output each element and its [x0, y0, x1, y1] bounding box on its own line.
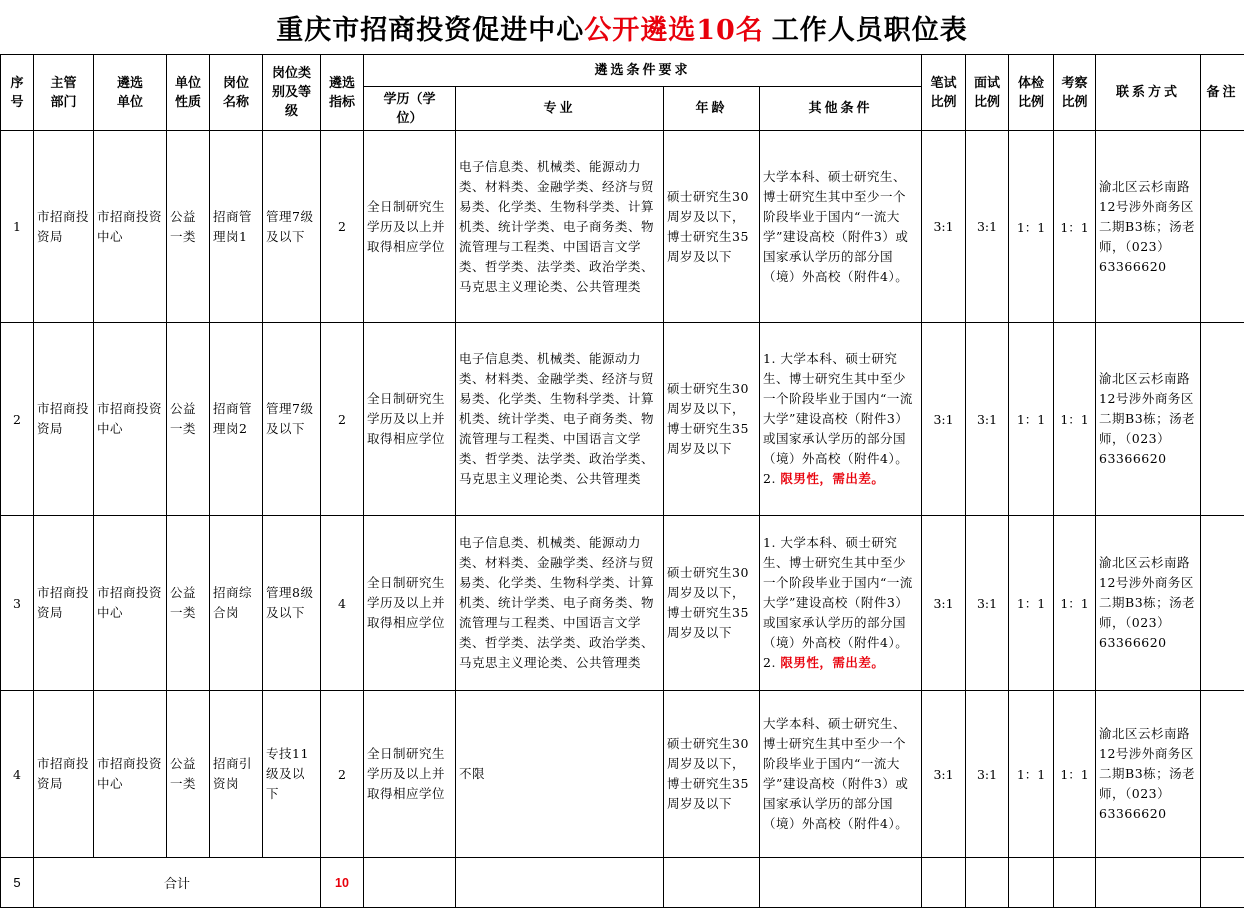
row-inspect: 1：1 [1054, 131, 1096, 323]
row-physical: 1：1 [1009, 691, 1054, 858]
table-row [1, 323, 1244, 516]
header-nature: 单位性质 [167, 55, 210, 131]
row-contact: 渝北区云杉南路12号涉外商务区二期B3栋；汤老师，（023）63366620 [1096, 516, 1201, 691]
row-physical: 1：1 [1009, 131, 1054, 323]
row-nature: 公益一类 [167, 131, 210, 323]
row-unit: 市招商投资中心 [94, 516, 167, 691]
row-quota: 4 [321, 516, 364, 691]
row-post: 招商管理岗2 [210, 323, 263, 516]
row-category: 专技11级及以下 [263, 691, 321, 858]
total-row [1, 858, 1244, 908]
row-written: 3:1 [922, 516, 966, 691]
row-unit: 市招商投资中心 [94, 323, 167, 516]
header-age: 年龄 [664, 87, 760, 131]
row-written: 3:1 [922, 691, 966, 858]
row-other: 1. 大学本科、硕士研究生、博士研究生其中至少一个阶段毕业于国内“一流大学”建设高校（附件3）或国家承认学历的部分国（境）外高校（附件4）。 2. 限男性，需出差。 [760, 323, 922, 516]
row-category: 管理7级及以下 [263, 323, 321, 516]
row-interview: 3:1 [966, 131, 1009, 323]
row-age: 硕士研究生30周岁及以下，博士研究生35周岁及以下 [664, 691, 760, 858]
row-education: 全日制研究生学历及以上并取得相应学位 [364, 131, 456, 323]
table-row [1, 516, 1244, 691]
header-conditions: 遴选条件要求 [364, 55, 922, 87]
row-other: 1. 大学本科、硕士研究生、博士研究生其中至少一个阶段毕业于国内“一流大学”建设高校（附件3）或国家承认学历的部分国（境）外高校（附件4）。 2. 限男性，需出差。 [760, 516, 922, 691]
title-highlight: 公开遴选10名 [584, 14, 764, 46]
header-inspect: 考察比例 [1054, 55, 1096, 131]
row-contact: 渝北区云杉南路12号涉外商务区二期B3栋；汤老师，（023）63366620 [1096, 691, 1201, 858]
restriction-note: 限男性，需出差。 [780, 655, 885, 670]
row-age: 硕士研究生30周岁及以下，博士研究生35周岁及以下 [664, 131, 760, 323]
page-title [0, 0, 1244, 54]
row-seq: 1 [1, 131, 34, 323]
title-part-3: 工作人员职位表 [771, 14, 968, 46]
row-written: 3:1 [922, 131, 966, 323]
header-physical: 体检比例 [1009, 55, 1054, 131]
row-unit: 市招商投资中心 [94, 691, 167, 858]
row-inspect: 1：1 [1054, 323, 1096, 516]
row-education: 全日制研究生学历及以上并取得相应学位 [364, 323, 456, 516]
row-major: 电子信息类、机械类、能源动力类、材料类、金融学类、经济与贸易类、化学类、生物科学类、计算机类、统计学类、电子商务类、物流管理与工程类、中国语言文学类、哲学类、法学类、政治学类、马克思主义理论类、公共管理类 [456, 323, 664, 516]
header-quota: 遴选指标 [321, 55, 364, 131]
position-table [0, 54, 1244, 908]
row-education: 全日制研究生学历及以上并取得相应学位 [364, 691, 456, 858]
row-age: 硕士研究生30周岁及以下，博士研究生35周岁及以下 [664, 323, 760, 516]
header-dept: 主管部门 [34, 55, 94, 131]
row-post: 招商综合岗 [210, 516, 263, 691]
row-quota: 2 [321, 131, 364, 323]
row-physical: 1：1 [1009, 516, 1054, 691]
header-major: 专业 [456, 87, 664, 131]
row-interview: 3:1 [966, 323, 1009, 516]
row-other: 大学本科、硕士研究生、博士研究生其中至少一个阶段毕业于国内“一流大学”建设高校（附件3）或国家承认学历的部分国（境）外高校（附件4）。 [760, 691, 922, 858]
row-remark [1201, 691, 1244, 858]
row-nature: 公益一类 [167, 323, 210, 516]
header-post: 岗位名称 [210, 55, 263, 131]
header-interview: 面试比例 [966, 55, 1009, 131]
row-seq: 3 [1, 516, 34, 691]
header-written: 笔试比例 [922, 55, 966, 131]
row-major: 电子信息类、机械类、能源动力类、材料类、金融学类、经济与贸易类、化学类、生物科学类、计算机类、统计学类、电子商务类、物流管理与工程类、中国语言文学类、哲学类、法学类、政治学类、马克思主义理论类、公共管理类 [456, 131, 664, 323]
row-dept: 市招商投资局 [34, 323, 94, 516]
row-quota: 2 [321, 323, 364, 516]
row-other: 大学本科、硕士研究生、博士研究生其中至少一个阶段毕业于国内“一流大学”建设高校（附件3）或国家承认学历的部分国（境）外高校（附件4）。 [760, 131, 922, 323]
row-seq: 4 [1, 691, 34, 858]
row-major: 不限 [456, 691, 664, 858]
row-education: 全日制研究生学历及以上并取得相应学位 [364, 516, 456, 691]
row-post: 招商引资岗 [210, 691, 263, 858]
header-contact: 联系方式 [1096, 55, 1201, 131]
table-row [1, 691, 1244, 858]
row-category: 管理8级及以下 [263, 516, 321, 691]
row-dept: 市招商投资局 [34, 131, 94, 323]
row-inspect: 1：1 [1054, 516, 1096, 691]
row-dept: 市招商投资局 [34, 691, 94, 858]
row-major: 电子信息类、机械类、能源动力类、材料类、金融学类、经济与贸易类、化学类、生物科学类、计算机类、统计学类、电子商务类、物流管理与工程类、中国语言文学类、哲学类、法学类、政治学类、马克思主义理论类、公共管理类 [456, 516, 664, 691]
row-post: 招商管理岗1 [210, 131, 263, 323]
row-contact: 渝北区云杉南路12号涉外商务区二期B3栋；汤老师，（023）63366620 [1096, 131, 1201, 323]
header-education: 学历（学位） [364, 87, 456, 131]
row-physical: 1：1 [1009, 323, 1054, 516]
title-part-1: 重庆市招商投资促进中心 [276, 14, 585, 46]
row-seq: 2 [1, 323, 34, 516]
total-label: 合计 [34, 858, 321, 908]
header-category: 岗位类别及等级 [263, 55, 321, 131]
row-written: 3:1 [922, 323, 966, 516]
total-value: 10 [321, 858, 364, 908]
row-age: 硕士研究生30周岁及以下，博士研究生35周岁及以下 [664, 516, 760, 691]
row-unit: 市招商投资中心 [94, 131, 167, 323]
row-remark [1201, 131, 1244, 323]
row-inspect: 1：1 [1054, 691, 1096, 858]
row-remark [1201, 516, 1244, 691]
header-remark: 备注 [1201, 55, 1244, 131]
row-remark [1201, 323, 1244, 516]
row-quota: 2 [321, 691, 364, 858]
header-unit: 遴选单位 [94, 55, 167, 131]
row-dept: 市招商投资局 [34, 516, 94, 691]
header-seq: 序号 [1, 55, 34, 131]
row-nature: 公益一类 [167, 516, 210, 691]
row-nature: 公益一类 [167, 691, 210, 858]
row-interview: 3:1 [966, 516, 1009, 691]
row-contact: 渝北区云杉南路12号涉外商务区二期B3栋；汤老师，（023）63366620 [1096, 323, 1201, 516]
row-category: 管理7级及以下 [263, 131, 321, 323]
row-interview: 3:1 [966, 691, 1009, 858]
restriction-note: 限男性，需出差。 [780, 471, 885, 486]
table-row [1, 131, 1244, 323]
header-other: 其他条件 [760, 87, 922, 131]
total-seq: 5 [1, 858, 34, 908]
